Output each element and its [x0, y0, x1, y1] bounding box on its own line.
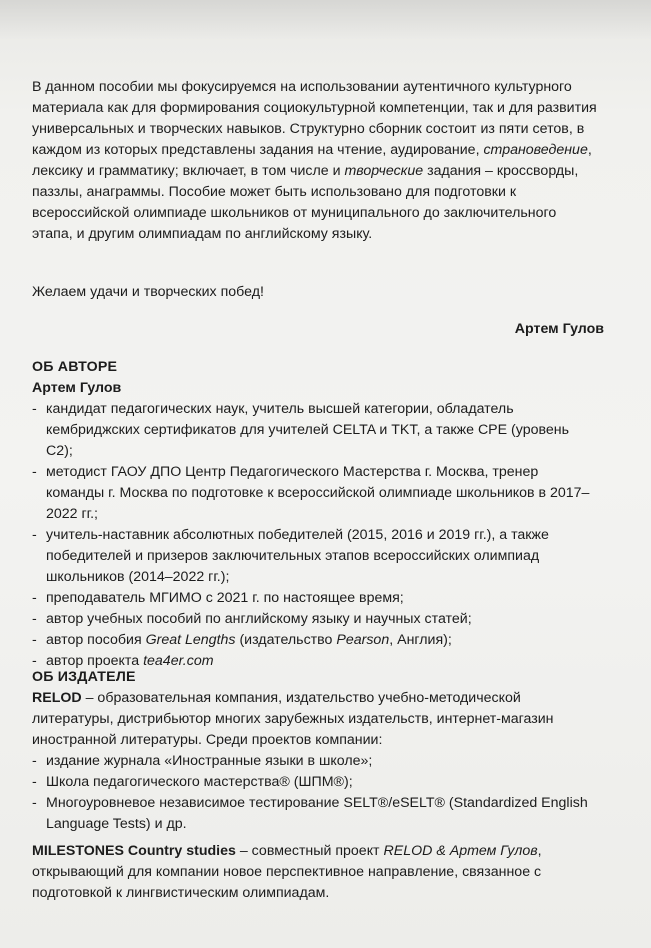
list-item: - кандидат педагогических наук, учитель высшей категории, обладатель кембриджских сертификатов для учителей CELTA и TKT, а также CPE (уровень C2); — [32, 399, 597, 462]
list-item: - Школа педагогического мастерства® (ШПМ®); — [32, 772, 597, 793]
publisher-description: RELOD – образовательная компания, издательство учебно-методической литературы, дистрибьютор многих зарубежных издательств, интернет-магазин иностранной литературы. Среди проектов компании: — [32, 690, 554, 748]
document-page — [32, 0, 602, 948]
milestones-paragraph: MILESTONES Country studies – совместный проект RELOD & Артем Гулов, открывающий для компании новое перспективное направление, связанное с подготовкой к лингвистическим олимпиадам. — [32, 843, 542, 901]
author-signature: Артем Гулов — [514, 321, 604, 337]
list-item: - методист ГАОУ ДПО Центр Педагогического Мастерства г. Москва, тренер команды г. Москва по подготовке к всероссийской олимпиаде школьников в 2017–2022 гг.; — [32, 462, 597, 525]
list-item: - автор учебных пособий по английскому языку и научных статей; — [32, 609, 597, 630]
author-name: Артем Гулов — [32, 380, 122, 396]
list-item: - издание журнала «Иностранные языки в школе»; — [32, 751, 597, 772]
list-item: - преподаватель МГИМО с 2021 г. по настоящее время; — [32, 588, 597, 609]
list-item: - автор проекта tea4er.com — [32, 651, 597, 672]
list-item: - автор пособия Great Lengths (издательство Pearson, Англия); — [32, 630, 597, 651]
list-item: - учитель-наставник абсолютных победителей (2015, 2016 и 2019 гг.), а также победителей и призеров заключительных этапов всероссийских олимпиад школьников (2014–2022 гг.); — [32, 525, 597, 588]
section-title-author: ОБ АВТОРЕ — [32, 359, 118, 375]
author-credentials-list — [32, 399, 597, 672]
intro-paragraph: В данном пособии мы фокусируемся на использовании аутентичного культурного материала как для формирования социокультурной компетенции, так и для развития универсальных и творческих навыков. Структурно сборник состоит из пяти сетов, в каждом из которых представлены задания на чтение, аудирование, страноведение, лексику и грамматику; включает, в том числе и творческие задания – кроссворды, паззлы, анаграммы. Пособие может быть использовано для подготовки к всероссийской олимпиаде школьников от муниципального до заключительного этапа, и другим олимпиадам по английскому языку. — [32, 79, 597, 242]
publisher-projects-list — [32, 751, 597, 835]
about-publisher-section — [32, 667, 597, 835]
wish-line: Желаем удачи и творческих побед! — [32, 284, 264, 300]
list-item: - Многоуровневое независимое тестирование SELT®/eSELT® (Standardized English Language Tests) и др. — [32, 793, 597, 835]
section-title-publisher: ОБ ИЗДАТЕЛЕ — [32, 669, 136, 685]
about-author-section — [32, 357, 597, 672]
